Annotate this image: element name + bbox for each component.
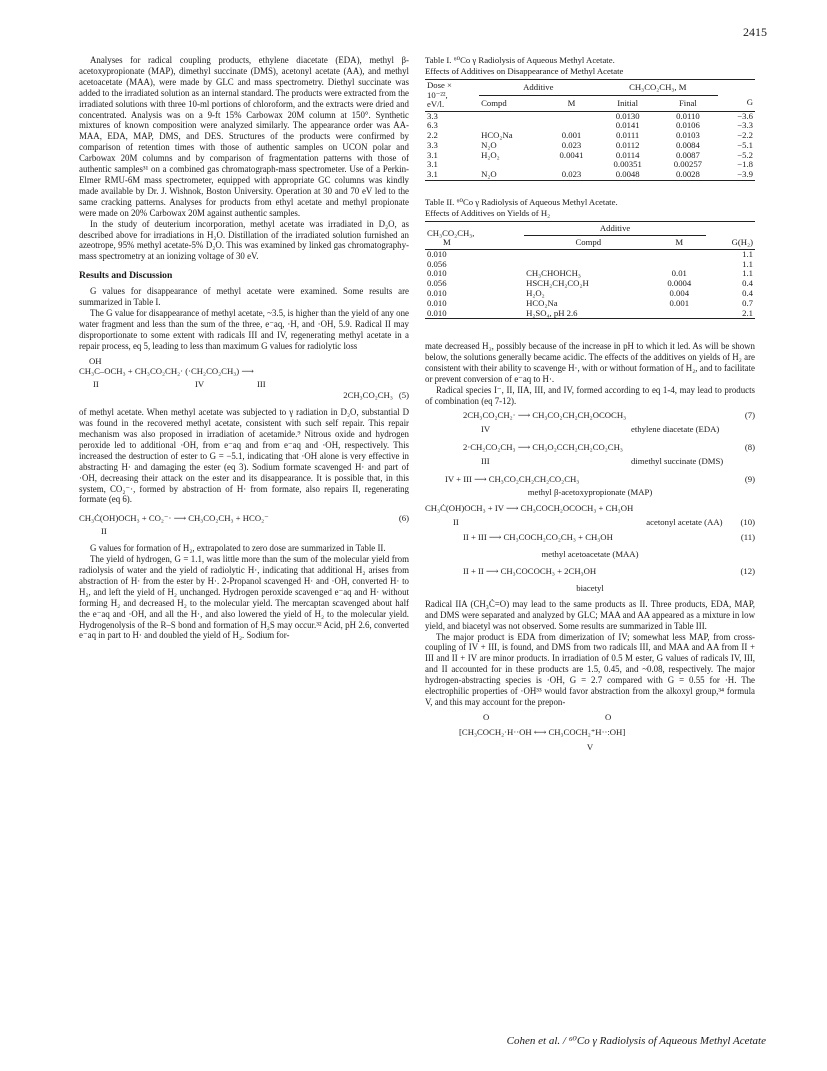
table1-cell: 3.1: [427, 169, 438, 180]
formula-v-resonance: [CH₃COCH₂·H··OH ⟷ CH₃COCH₂⁺H··:OH]: [459, 726, 626, 737]
eq8-label-iii: III: [481, 455, 490, 466]
table1-cell: HCO₂Na: [481, 130, 513, 141]
table1-cell: 0.001: [561, 130, 582, 141]
table1-cell: 6.3: [427, 120, 438, 131]
running-footer: Cohen et al. / ⁶⁰Co γ Radiolysis of Aqueous Methyl Acetate: [506, 1035, 766, 1047]
table1-cell: −5.1: [737, 139, 753, 150]
paragraph-repair: of methyl acetate. When methyl acetate was subjected to γ radiation in D₂O, substantial D was found in the recovered methyl acetate, consistent with such self repair. This repair mechanism was also proposed in irradiation of acetamide.⁹ Nitrous oxide and hydrogen peroxide led to additional ·OH, from e⁻aq and from e⁻aq and ·OH, respectively. This increased the destruction of ester to G = −5.1, indicating that ·OH alone is very effective in abstracting H· and damaging the ester (eq 3). Sodium formate scavenged H· and part of ·OH, decreasing their attack on the ester and its disappearance. It is possible that, in this system, CO₂⁻·, formed by abstraction of H· from formate, also repairs II, regenerating formate (eq 6).: [79, 407, 409, 505]
equation-10: CH₃Ċ(OH)OCH₃ + IV ⟶ CH₃COCH₂OCOCH₃ + CH₃OH: [425, 503, 634, 514]
table2-row: [425, 269, 755, 279]
table2-row: [425, 279, 755, 289]
table1-caption-title: Table I. ⁶⁰Co γ Radiolysis of Aqueous Methyl Acetate.: [425, 55, 615, 65]
right-column: [425, 55, 755, 756]
eq6-body: CH₃Ċ(OH)OCH₃ + CO₂⁻· ⟶ CH₃CO₂CH₃ + HCO₂⁻: [79, 513, 269, 524]
table1-header-compd: Compd: [479, 95, 545, 111]
equation-11: II + III ⟶ CH₃COCH₂CO₂CH₃ + CH₃OH (11): [463, 532, 755, 543]
equation-5: [79, 356, 409, 402]
formula-v-oxygen-2: O: [605, 711, 612, 722]
table2-cell: 0.0004: [667, 278, 692, 289]
equation-6: [79, 513, 409, 537]
eq10-number: (10): [740, 517, 755, 528]
section-heading-results: Results and Discussion: [79, 270, 173, 282]
table2-cell: HCO₂Na: [526, 297, 558, 308]
table2-cell: [652, 249, 706, 259]
equation-12: II + II ⟶ CH₃COCOCH₃ + 2CH₃OH (12): [463, 565, 755, 576]
table1-header-initial: Initial: [598, 95, 658, 111]
table2-cell: H₂O₂: [526, 288, 545, 299]
table1-cell: N₂O: [481, 139, 497, 150]
eq12-caption: biacetyl: [576, 582, 604, 593]
table1-cell: N₂O: [481, 169, 497, 180]
table1-row: [425, 160, 755, 170]
table2-caption-title: Table II. ⁶⁰Co γ Radiolysis of Aqueous Methyl Acetate.: [425, 197, 618, 208]
table1-grid: [425, 79, 755, 181]
table1-cell: [479, 111, 545, 121]
table2-cell: 1.1: [742, 268, 753, 279]
table2-header-compd: Compd: [524, 235, 652, 249]
page-number: 2415: [743, 25, 767, 39]
paragraph-hydrogen-yield: The yield of hydrogen, G = 1.1, was little more than the sum of the molecular yield from radiolysis of water and the yield of radiolytic H·, indicating that additional H₂ arises from abstraction of H· from the ester by H·. 2-Propanol scavenged H· and ·OH, converted H· to H₂, and left the yield of H₂ unchanged. Hydrogen peroxide scavenged e⁻aq and H· without forming H₂ and decreased H₂ to the molecular yield. The mercaptan scavenged about half the e⁻aq and ·OH, and all the H·, and also lowered the yield of H₂ to the molecular yield. Hydrogenolysis of the R–S bond and formation of H₂S may occur.³² Acid, pH 2.6, converted e⁻aq in part to H· and doubled the yield of H₂. Sodium for-: [79, 554, 409, 641]
table2-cell: 0.004: [669, 288, 690, 299]
eq6-number: (6): [398, 513, 409, 524]
paragraph-disappearance: The G value for disappearance of methyl acetate, ~3.5, is higher than the yield of any one water fragment and less than the sum of the three, e⁻aq, ·H, and ·OH, 5.9. Radical II may disproportionate to some extent with radicals III and IV, regenerating methyl acetate in a repair process, eq 5, leading to less than maximum G values for radiolytic loss: [79, 307, 409, 351]
table1-cell: 0.0130: [615, 110, 640, 121]
table1-header-g: G: [746, 97, 753, 108]
table2-row: [425, 289, 755, 299]
equations-7-12: [425, 410, 755, 594]
table2-header-m: M: [652, 235, 706, 249]
table1-cell: 0.0084: [675, 139, 700, 150]
table1-cell: 3.1: [427, 149, 438, 160]
table1-cell: 0.0087: [675, 149, 700, 160]
table1-cell: 0.0111: [616, 130, 640, 141]
table1-cell: 0.0041: [559, 149, 584, 160]
eq5-lhs: CH₃C–OCH₃ + CH₃CO₂CH₂· (·CH₂CO₂CH₃) ⟶: [79, 366, 254, 377]
table1-cell: 0.0110: [676, 110, 700, 121]
table1-cell: 3.3: [427, 110, 438, 121]
eq6-label-ii: II: [101, 526, 107, 537]
table-2: [425, 197, 755, 319]
paragraph-radical-iia: Radical IIA (CH₃Ċ=O) may lead to the same products as II. Three products, EDA, MAP, and DMS were separated and analyzed by GLC; MAA and AA appeared as a mixture in low yield, and biacetyl was not observed. Some results are summarized in Table III.: [425, 598, 755, 631]
table2-header-gh2: G(H₂): [731, 236, 753, 247]
equation-7: 2CH₃CO₂CH₂· ⟶ CH₃CO₂CH₂CH₂OCOCH₃ (7): [463, 409, 755, 420]
table1-row: [425, 170, 755, 180]
table2-row: [425, 249, 755, 259]
table1-cell: 0.0114: [615, 149, 640, 160]
table1-row: [425, 141, 755, 151]
eq10-label-ii: II: [453, 517, 459, 528]
table2-cell: 0.010: [427, 297, 447, 308]
table2-cell: HSCH₂CH₂CO₂H: [526, 278, 589, 289]
eq10-caption: acetonyl acetate (AA): [646, 517, 723, 528]
table2-cell: 0.7: [742, 297, 753, 308]
paragraph-deuterium: In the study of deuterium incorporation, methyl acetate was irradiated in D₂O, as described above for irradiations in H₂O. Distillation of the irradiated solution furnished an azeotrope, 95% methyl acetate-5% D₂O. This was examined by linked gas chromatography-mass spectrometry at an ionizing voltage of 30 eV.: [79, 218, 409, 262]
table1-row: [425, 131, 755, 141]
table2-cell: 0.4: [742, 278, 753, 289]
formula-v-oxygen-1: O: [483, 711, 490, 722]
paragraph-formate: mate decreased H₂, possibly because of the increase in pH to which it led. As will be shown below, the solutions generally became acidic. The effects of the additives on yields of H₂ are consistent with their ability to scavenge H·, with or without formation of H₂, and to facilitate or prevent conversion of e⁻aq to H·.: [425, 341, 755, 385]
table2-cell: 0.010: [427, 288, 447, 299]
table1-caption-subtitle: Effects of Additives on Disappearance of Methyl Acetate: [425, 65, 624, 76]
table2-cell: 1.1: [742, 248, 753, 259]
table2-cell: [652, 309, 706, 319]
table1-cell: 2.2: [427, 130, 438, 141]
table2-cell: [524, 249, 652, 259]
table1-cell: 0.0141: [615, 120, 640, 131]
table2-cell: 0.056: [427, 258, 447, 269]
table1-cell: 0.023: [561, 139, 582, 150]
table2-cell: 0.001: [669, 297, 690, 308]
table2-row: [425, 260, 755, 270]
eq7-label-iv: IV: [481, 423, 491, 434]
eq5-label-iv: IV: [195, 379, 205, 390]
eq5-rhs: 2CH₃CO₂CH₃: [343, 390, 393, 401]
table1-cell: 0.0112: [615, 139, 640, 150]
table1-cell: 0.0048: [615, 169, 640, 180]
table2-cell: 0.056: [427, 278, 447, 289]
table2-cell: 0.010: [427, 307, 447, 318]
table1-cell: −3.6: [737, 110, 753, 121]
table1-row: [425, 121, 755, 131]
table1-cell: 0.00351: [613, 159, 642, 170]
eq8-caption: dimethyl succinate (DMS): [631, 455, 724, 466]
table2-caption-subtitle: Effects of Additives on Yields of H₂: [425, 207, 551, 218]
table-1: [425, 55, 755, 181]
table1-header-final: Final: [658, 95, 718, 111]
table1-row: [425, 151, 755, 161]
left-column: [79, 55, 409, 641]
table1-cell: −2.2: [737, 130, 753, 141]
table1-cell: −1.8: [737, 159, 753, 170]
table1-cell: [545, 111, 597, 121]
eq5-label-ii: II: [93, 379, 99, 390]
table2-cell: 1.1: [742, 258, 753, 269]
table1-cell: −5.2: [737, 149, 753, 160]
eq5-number: (5): [398, 390, 409, 401]
paragraph-g-values: G values for disappearance of methyl acetate were examined. Some results are summarized in Table I.: [79, 286, 409, 308]
table1-row: [425, 111, 755, 121]
table1-cell: −3.9: [737, 169, 753, 180]
table2-cell: 0.010: [427, 268, 447, 279]
table2-cell: H₂SO₄, pH 2.6: [526, 307, 578, 318]
formula-v-label: V: [586, 741, 594, 752]
table2-cell: 0.010: [427, 248, 447, 259]
eq9-caption: methyl β-acetoxypropionate (MAP): [527, 487, 653, 498]
table2-cell: 0.4: [742, 288, 753, 299]
table1-cell: H₂O₂: [481, 149, 500, 160]
table2-cell: 2.1: [742, 307, 753, 318]
table2-cell: 0.01: [671, 268, 687, 279]
eq5-oh-substituent: OH: [89, 355, 102, 366]
table1-cell: 3.1: [427, 159, 438, 170]
equation-8: 2·CH₂CO₂CH₃ ⟶ CH₃O₂CCH₂CH₂CO₂CH₃ (8): [463, 441, 755, 452]
table2-row: [425, 299, 755, 309]
table1-cell: 0.0103: [675, 130, 700, 141]
table1-header-ester: CH₃CO₂CH₃, M: [629, 81, 687, 92]
table1-cell: −3.3: [737, 120, 753, 131]
table2-header-additive: Additive: [599, 223, 631, 234]
table1-header-dose: Dose × 10⁻²², eV/l.: [427, 80, 452, 109]
table1-cell: 0.0028: [675, 169, 700, 180]
formula-v: [425, 712, 755, 753]
paragraph-analyses: Analyses for radical coupling products, ethylene diacetate (EDA), methyl β-acetoxypropionate (MAP), dimethyl succinate (DMS), acetonyl acetate (AA), and methyl acetoacetate (MAA), were made by GLC and mass spectrometry. Diethyl succinate was added to the irradiated solution as an internal standard. The products were extracted from the irradiated solutions with three 10-ml portions of chloroform, and the extracts were dried and concentrated. Analysis was on a 9-ft 15% Carbowax 20M column at 150°. Synthetic mixtures of known composition were analyzed similarly. The appearance order was AA-MAA, EDA, MAP, DMS, and DES. Structures of the products were confirmed by comparison of retention times with those of authentic samples on UCON polar and Carbowax 20M columns and by comparison of fragmentation patterns with those of authentic samples³¹ on a combined gas chromatograph-mass spectrometer. Use of a Perkin-Elmer RMU-6M mass spectrometer, equipped with appropriate GC columns was kindly made available by Dr. J. Wishnok, Boston University. Operation at 30 and 70 eV led to the same cracking patterns. Analyses for products from ethyl acetate and methyl propionate were made on 20% Carbowax 20M against authentic samples.: [79, 55, 409, 218]
eq5-label-iii: III: [257, 379, 266, 390]
table2-grid: [425, 221, 755, 319]
table1-cell: 0.00257: [673, 159, 703, 170]
table1-cell: 3.3: [427, 139, 438, 150]
equation-9: IV + III ⟶ CH₃CO₂CH₂CH₂CO₂CH₃ (9): [445, 473, 755, 484]
paragraph-h2-formation: G values for formation of H₂, extrapolated to zero dose are summarized in Table II.: [90, 543, 386, 554]
table2-row: [425, 309, 755, 319]
table2-cell: CH₃CHOHCH₃: [526, 268, 581, 279]
paragraph-radical-species: Radical species I⁻, II, IIA, III, and IV, formed according to eq 1-4, may lead to products of combination (eq 7-12).: [425, 385, 755, 406]
eq11-caption: methyl acetoacetate (MAA): [541, 549, 639, 560]
table1-header-additive: Additive: [523, 81, 554, 92]
table1-cell: 0.023: [561, 169, 582, 180]
paragraph-major-product: The major product is EDA from dimerization of IV; somewhat less MAP, from cross-coupling of IV + III, is found, and DMS from two radicals III, and MAA and AA from II + III and II + IV are minor products. In irradiation of 0.5 M ester, G values of radicals IV, III, and II accounted for in these products are 1.5, 0.45, and ~0.08, respectively. The major hydrogen-abstracting species is ·OH, G = 2.7 compared with G = 0.55 for ·H. The electrophilic properties of ·OH³³ would favor abstraction from the alkoxyl group,³⁴ formula V, and this may account for the prepon-: [425, 631, 755, 707]
table1-cell: 0.0106: [675, 120, 700, 131]
table2-header-ester: CH₃CO₂CH₃, M: [427, 227, 475, 248]
table1-header-m: M: [545, 95, 597, 111]
eq7-caption: ethylene diacetate (EDA): [631, 423, 720, 434]
